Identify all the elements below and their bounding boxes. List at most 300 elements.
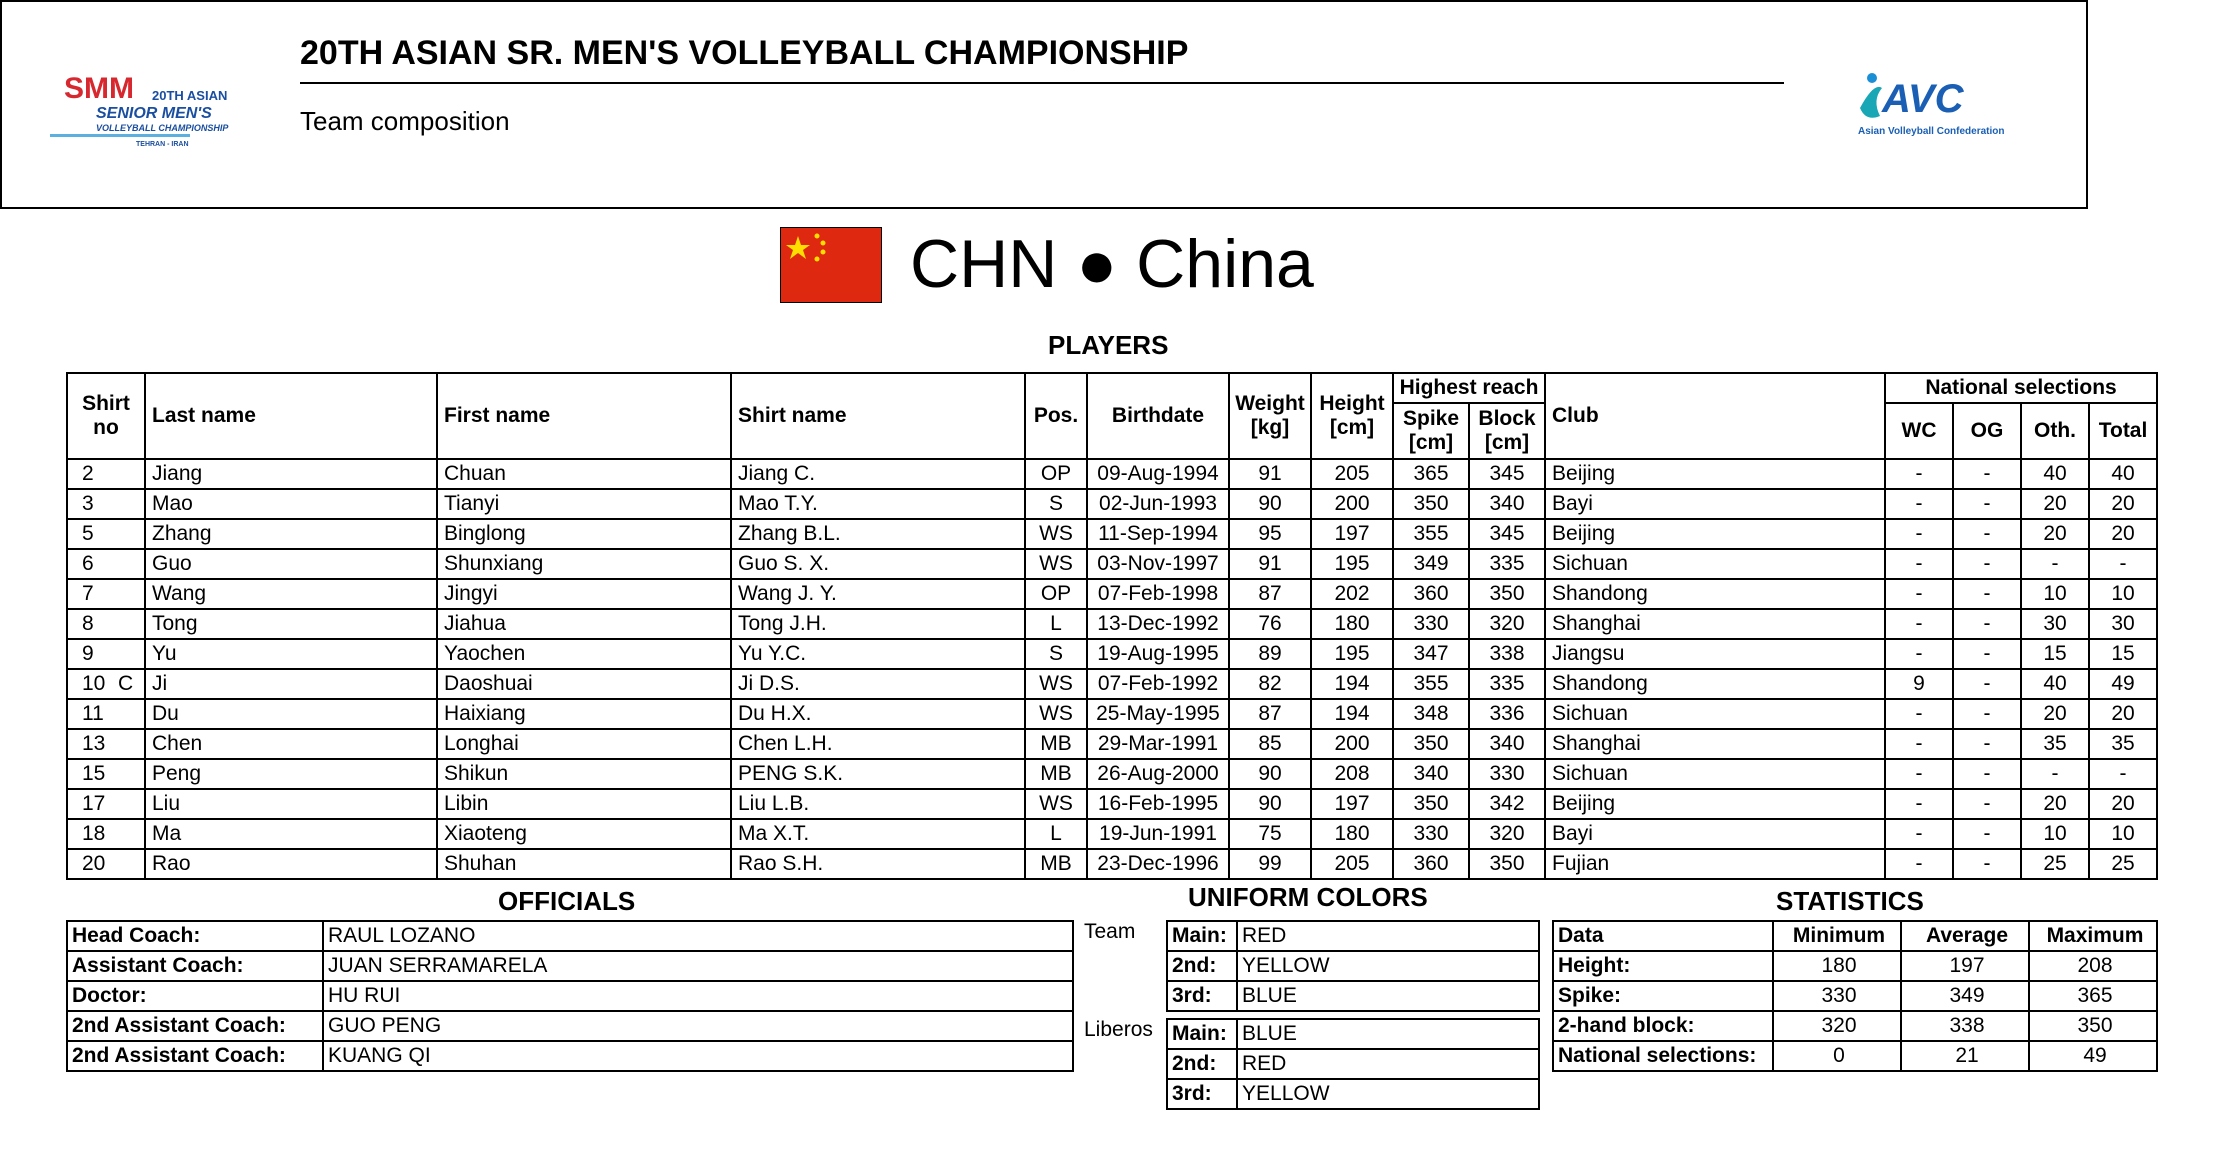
player-oth: 30 bbox=[2021, 609, 2089, 639]
player-shirt-no: 13 bbox=[82, 732, 106, 755]
player-row bbox=[67, 819, 2157, 849]
player-last-name: Ma bbox=[145, 819, 437, 849]
player-oth: 35 bbox=[2021, 729, 2089, 759]
official-role: 2nd Assistant Coach: bbox=[67, 1011, 323, 1041]
flag-stars-icon bbox=[781, 228, 881, 302]
officials-section-title: OFFICIALS bbox=[498, 886, 636, 916]
uniform-color-key: 3rd: bbox=[1167, 1079, 1237, 1109]
player-last-name: Yu bbox=[145, 639, 437, 669]
player-weight: 90 bbox=[1229, 789, 1311, 819]
player-spike: 350 bbox=[1393, 729, 1469, 759]
player-block: 345 bbox=[1469, 519, 1545, 549]
uniform-team-row bbox=[1167, 951, 1539, 981]
player-height: 195 bbox=[1311, 639, 1393, 669]
header-pos: Pos. bbox=[1025, 373, 1087, 459]
player-shirt-name: Guo S. X. bbox=[731, 549, 1025, 579]
uniform-liberos-row bbox=[1167, 1079, 1539, 1109]
player-club: Shanghai bbox=[1545, 729, 1885, 759]
player-row bbox=[67, 849, 2157, 879]
player-og: - bbox=[1953, 669, 2021, 699]
player-birthdate: 07-Feb-1992 bbox=[1087, 669, 1229, 699]
player-position: L bbox=[1025, 609, 1087, 639]
officials-table bbox=[66, 920, 1074, 1072]
stat-header-maximum: Maximum bbox=[2029, 921, 2157, 951]
official-name: KUANG QI bbox=[323, 1041, 1073, 1071]
player-oth: 20 bbox=[2021, 489, 2089, 519]
player-shirt-name: PENG S.K. bbox=[731, 759, 1025, 789]
player-club: Bayi bbox=[1545, 489, 1885, 519]
player-oth: 10 bbox=[2021, 579, 2089, 609]
player-last-name: Mao bbox=[145, 489, 437, 519]
uniform-color-key: Main: bbox=[1167, 921, 1237, 951]
uniform-team-row bbox=[1167, 981, 1539, 1011]
player-birthdate: 11-Sep-1994 bbox=[1087, 519, 1229, 549]
smm-logo-line2: SENIOR MEN'S bbox=[96, 105, 212, 122]
player-og: - bbox=[1953, 579, 2021, 609]
official-name: RAUL LOZANO bbox=[323, 921, 1073, 951]
player-club: Beijing bbox=[1545, 789, 1885, 819]
player-wc: - bbox=[1885, 519, 1953, 549]
player-first-name: Shuhan bbox=[437, 849, 731, 879]
player-spike: 350 bbox=[1393, 489, 1469, 519]
player-shirt-no-cell bbox=[67, 519, 145, 549]
player-first-name: Daoshuai bbox=[437, 669, 731, 699]
stat-maximum: 350 bbox=[2029, 1011, 2157, 1041]
player-spike: 347 bbox=[1393, 639, 1469, 669]
official-row bbox=[67, 1041, 1073, 1071]
official-role: 2nd Assistant Coach: bbox=[67, 1041, 323, 1071]
player-oth: 25 bbox=[2021, 849, 2089, 879]
stat-minimum: 0 bbox=[1773, 1041, 1901, 1071]
player-shirt-no-cell bbox=[67, 789, 145, 819]
player-shirt-name: Rao S.H. bbox=[731, 849, 1025, 879]
player-total: 35 bbox=[2089, 729, 2157, 759]
player-block: 340 bbox=[1469, 489, 1545, 519]
smm-championship-logo bbox=[44, 68, 274, 148]
player-weight: 89 bbox=[1229, 639, 1311, 669]
player-wc: - bbox=[1885, 489, 1953, 519]
player-position: WS bbox=[1025, 789, 1087, 819]
uniform-liberos-row bbox=[1167, 1049, 1539, 1079]
player-wc: - bbox=[1885, 789, 1953, 819]
player-shirt-no: 11 bbox=[82, 702, 104, 725]
player-wc: - bbox=[1885, 609, 1953, 639]
uniform-team-row bbox=[1167, 921, 1539, 951]
player-oth: 20 bbox=[2021, 699, 2089, 729]
player-birthdate: 07-Feb-1998 bbox=[1087, 579, 1229, 609]
player-shirt-no-cell bbox=[67, 849, 145, 879]
player-weight: 87 bbox=[1229, 579, 1311, 609]
player-wc: - bbox=[1885, 819, 1953, 849]
stat-average: 338 bbox=[1901, 1011, 2029, 1041]
player-shirt-no: 8 bbox=[82, 612, 94, 635]
header-block: Block [cm] bbox=[1469, 403, 1545, 459]
player-position: WS bbox=[1025, 549, 1087, 579]
player-birthdate: 23-Dec-1996 bbox=[1087, 849, 1229, 879]
player-block: 342 bbox=[1469, 789, 1545, 819]
player-row bbox=[67, 639, 2157, 669]
stat-header-data: Data bbox=[1553, 921, 1773, 951]
official-role: Head Coach: bbox=[67, 921, 323, 951]
player-first-name: Libin bbox=[437, 789, 731, 819]
player-club: Sichuan bbox=[1545, 699, 1885, 729]
player-oth: 40 bbox=[2021, 669, 2089, 699]
player-shirt-no-cell bbox=[67, 459, 145, 489]
players-table bbox=[66, 372, 2158, 880]
stat-label: Spike: bbox=[1553, 981, 1773, 1011]
official-name: GUO PENG bbox=[323, 1011, 1073, 1041]
player-total: 30 bbox=[2089, 609, 2157, 639]
player-position: S bbox=[1025, 639, 1087, 669]
statistics-row bbox=[1553, 981, 2157, 1011]
player-oth: 10 bbox=[2021, 819, 2089, 849]
player-block: 320 bbox=[1469, 819, 1545, 849]
player-weight: 87 bbox=[1229, 699, 1311, 729]
official-row bbox=[67, 1011, 1073, 1041]
country-title: CHN ● China bbox=[910, 226, 1314, 302]
player-last-name: Ji bbox=[145, 669, 437, 699]
player-birthdate: 25-May-1995 bbox=[1087, 699, 1229, 729]
player-og: - bbox=[1953, 639, 2021, 669]
player-block: 335 bbox=[1469, 669, 1545, 699]
player-first-name: Longhai bbox=[437, 729, 731, 759]
uniform-liberos-row bbox=[1167, 1019, 1539, 1049]
stat-minimum: 330 bbox=[1773, 981, 1901, 1011]
player-weight: 85 bbox=[1229, 729, 1311, 759]
header-wc: WC bbox=[1885, 403, 1953, 459]
official-row bbox=[67, 951, 1073, 981]
smm-logo-main: SMM bbox=[64, 72, 134, 105]
stat-header-minimum: Minimum bbox=[1773, 921, 1901, 951]
player-first-name: Chuan bbox=[437, 459, 731, 489]
player-weight: 99 bbox=[1229, 849, 1311, 879]
player-row bbox=[67, 609, 2157, 639]
player-total: 49 bbox=[2089, 669, 2157, 699]
header-highest-reach: Highest reach bbox=[1393, 373, 1545, 403]
player-row bbox=[67, 699, 2157, 729]
player-height: 205 bbox=[1311, 849, 1393, 879]
player-shirt-no: 5 bbox=[82, 522, 94, 545]
player-oth: - bbox=[2021, 549, 2089, 579]
player-last-name: Wang bbox=[145, 579, 437, 609]
player-position: S bbox=[1025, 489, 1087, 519]
player-shirt-no: 9 bbox=[82, 642, 94, 665]
player-block: 336 bbox=[1469, 699, 1545, 729]
player-position: MB bbox=[1025, 849, 1087, 879]
player-block: 350 bbox=[1469, 849, 1545, 879]
title-divider bbox=[300, 82, 1784, 84]
player-first-name: Shunxiang bbox=[437, 549, 731, 579]
player-shirt-no-cell bbox=[67, 639, 145, 669]
stat-header-average: Average bbox=[1901, 921, 2029, 951]
player-weight: 91 bbox=[1229, 549, 1311, 579]
player-oth: 20 bbox=[2021, 789, 2089, 819]
uniform-color-value: BLUE bbox=[1237, 1019, 1539, 1049]
player-oth: 40 bbox=[2021, 459, 2089, 489]
document-subtitle: Team composition bbox=[300, 106, 510, 136]
player-og: - bbox=[1953, 819, 2021, 849]
stat-average: 197 bbox=[1901, 951, 2029, 981]
official-name: JUAN SERRAMARELA bbox=[323, 951, 1073, 981]
player-spike: 355 bbox=[1393, 519, 1469, 549]
uniform-liberos-table bbox=[1166, 1018, 1540, 1110]
player-position: WS bbox=[1025, 669, 1087, 699]
player-club: Shanghai bbox=[1545, 609, 1885, 639]
players-section-title: PLAYERS bbox=[1048, 330, 1169, 360]
player-club: Bayi bbox=[1545, 819, 1885, 849]
player-weight: 75 bbox=[1229, 819, 1311, 849]
header-spike: Spike [cm] bbox=[1393, 403, 1469, 459]
event-title: 20TH ASIAN SR. MEN'S VOLLEYBALL CHAMPIONSHIP bbox=[300, 34, 1189, 72]
stat-label: 2-hand block: bbox=[1553, 1011, 1773, 1041]
player-total: - bbox=[2089, 759, 2157, 789]
player-first-name: Shikun bbox=[437, 759, 731, 789]
player-height: 194 bbox=[1311, 699, 1393, 729]
player-weight: 95 bbox=[1229, 519, 1311, 549]
player-birthdate: 26-Aug-2000 bbox=[1087, 759, 1229, 789]
player-last-name: Liu bbox=[145, 789, 437, 819]
player-og: - bbox=[1953, 789, 2021, 819]
china-flag bbox=[780, 227, 882, 303]
player-last-name: Chen bbox=[145, 729, 437, 759]
player-weight: 90 bbox=[1229, 759, 1311, 789]
player-birthdate: 29-Mar-1991 bbox=[1087, 729, 1229, 759]
player-wc: 9 bbox=[1885, 669, 1953, 699]
player-weight: 90 bbox=[1229, 489, 1311, 519]
player-last-name: Du bbox=[145, 699, 437, 729]
player-birthdate: 19-Jun-1991 bbox=[1087, 819, 1229, 849]
player-first-name: Xiaoteng bbox=[437, 819, 731, 849]
player-shirt-no-cell bbox=[67, 609, 145, 639]
player-row bbox=[67, 759, 2157, 789]
player-shirt-no: 15 bbox=[82, 762, 106, 785]
player-shirt-name: Yu Y.C. bbox=[731, 639, 1025, 669]
player-birthdate: 13-Dec-1992 bbox=[1087, 609, 1229, 639]
player-position: L bbox=[1025, 819, 1087, 849]
header-weight: Weight [kg] bbox=[1229, 373, 1311, 459]
player-row bbox=[67, 579, 2157, 609]
player-block: 350 bbox=[1469, 579, 1545, 609]
player-first-name: Binglong bbox=[437, 519, 731, 549]
uniform-color-value: BLUE bbox=[1237, 981, 1539, 1011]
player-position: MB bbox=[1025, 729, 1087, 759]
player-block: 335 bbox=[1469, 549, 1545, 579]
avc-logo-main: AVC bbox=[1882, 77, 1964, 121]
avc-logo-caption: Asian Volleyball Confederation bbox=[1858, 126, 2005, 137]
player-spike: 330 bbox=[1393, 609, 1469, 639]
stat-average: 21 bbox=[1901, 1041, 2029, 1071]
player-shirt-no: 7 bbox=[82, 582, 94, 605]
player-og: - bbox=[1953, 549, 2021, 579]
smm-logo-line1: 20TH ASIAN bbox=[152, 88, 228, 103]
stat-maximum: 49 bbox=[2029, 1041, 2157, 1071]
statistics-row bbox=[1553, 1011, 2157, 1041]
statistics-row bbox=[1553, 951, 2157, 981]
player-first-name: Yaochen bbox=[437, 639, 731, 669]
uniform-color-key: Main: bbox=[1167, 1019, 1237, 1049]
header-box bbox=[0, 0, 2088, 209]
player-shirt-no-cell bbox=[67, 579, 145, 609]
player-shirt-name: Jiang C. bbox=[731, 459, 1025, 489]
player-weight: 76 bbox=[1229, 609, 1311, 639]
player-oth: 20 bbox=[2021, 519, 2089, 549]
player-block: 345 bbox=[1469, 459, 1545, 489]
player-last-name: Peng bbox=[145, 759, 437, 789]
player-og: - bbox=[1953, 729, 2021, 759]
player-wc: - bbox=[1885, 759, 1953, 789]
player-height: 197 bbox=[1311, 789, 1393, 819]
official-role: Doctor: bbox=[67, 981, 323, 1011]
player-club: Fujian bbox=[1545, 849, 1885, 879]
player-weight: 82 bbox=[1229, 669, 1311, 699]
player-position: WS bbox=[1025, 519, 1087, 549]
player-block: 338 bbox=[1469, 639, 1545, 669]
player-spike: 365 bbox=[1393, 459, 1469, 489]
player-spike: 348 bbox=[1393, 699, 1469, 729]
player-og: - bbox=[1953, 849, 2021, 879]
player-shirt-name: Tong J.H. bbox=[731, 609, 1025, 639]
player-wc: - bbox=[1885, 459, 1953, 489]
stat-average: 349 bbox=[1901, 981, 2029, 1011]
player-birthdate: 16-Feb-1995 bbox=[1087, 789, 1229, 819]
uniform-color-value: YELLOW bbox=[1237, 951, 1539, 981]
player-og: - bbox=[1953, 609, 2021, 639]
player-shirt-no-cell bbox=[67, 699, 145, 729]
uniform-color-key: 2nd: bbox=[1167, 1049, 1237, 1079]
player-shirt-no-cell bbox=[67, 819, 145, 849]
player-og: - bbox=[1953, 459, 2021, 489]
player-wc: - bbox=[1885, 849, 1953, 879]
player-shirt-name: Mao T.Y. bbox=[731, 489, 1025, 519]
player-height: 200 bbox=[1311, 489, 1393, 519]
player-position: OP bbox=[1025, 579, 1087, 609]
header-shirt-no: Shirt no bbox=[67, 373, 145, 459]
player-og: - bbox=[1953, 699, 2021, 729]
player-height: 205 bbox=[1311, 459, 1393, 489]
player-total: 10 bbox=[2089, 579, 2157, 609]
player-spike: 360 bbox=[1393, 849, 1469, 879]
player-shirt-no-cell bbox=[67, 549, 145, 579]
player-total: 25 bbox=[2089, 849, 2157, 879]
player-total: 10 bbox=[2089, 819, 2157, 849]
uniform-color-key: 3rd: bbox=[1167, 981, 1237, 1011]
header-last-name: Last name bbox=[145, 373, 437, 459]
stat-minimum: 180 bbox=[1773, 951, 1901, 981]
player-first-name: Jingyi bbox=[437, 579, 731, 609]
player-block: 320 bbox=[1469, 609, 1545, 639]
header-shirt-name: Shirt name bbox=[731, 373, 1025, 459]
uniform-section-title: UNIFORM COLORS bbox=[1188, 882, 1428, 912]
player-shirt-no: 6 bbox=[82, 552, 94, 575]
header-height: Height [cm] bbox=[1311, 373, 1393, 459]
player-first-name: Jiahua bbox=[437, 609, 731, 639]
player-shirt-no-cell bbox=[67, 759, 145, 789]
player-spike: 355 bbox=[1393, 669, 1469, 699]
header-total: Total bbox=[2089, 403, 2157, 459]
player-row bbox=[67, 519, 2157, 549]
player-total: 40 bbox=[2089, 459, 2157, 489]
player-wc: - bbox=[1885, 729, 1953, 759]
official-row bbox=[67, 981, 1073, 1011]
player-shirt-no-cell bbox=[67, 729, 145, 759]
player-birthdate: 19-Aug-1995 bbox=[1087, 639, 1229, 669]
statistics-section-title: STATISTICS bbox=[1776, 886, 1924, 916]
player-spike: 340 bbox=[1393, 759, 1469, 789]
player-height: 197 bbox=[1311, 519, 1393, 549]
player-height: 180 bbox=[1311, 819, 1393, 849]
uniform-color-value: RED bbox=[1237, 1049, 1539, 1079]
player-total: 20 bbox=[2089, 489, 2157, 519]
player-shirt-no-cell bbox=[67, 489, 145, 519]
player-weight: 91 bbox=[1229, 459, 1311, 489]
player-shirt-no: 20 bbox=[82, 852, 106, 875]
player-birthdate: 03-Nov-1997 bbox=[1087, 549, 1229, 579]
statistics-row bbox=[1553, 1041, 2157, 1071]
player-shirt-name: Zhang B.L. bbox=[731, 519, 1025, 549]
stat-label: National selections: bbox=[1553, 1041, 1773, 1071]
player-total: 15 bbox=[2089, 639, 2157, 669]
player-height: 180 bbox=[1311, 609, 1393, 639]
player-last-name: Tong bbox=[145, 609, 437, 639]
player-wc: - bbox=[1885, 639, 1953, 669]
player-position: WS bbox=[1025, 699, 1087, 729]
stat-maximum: 365 bbox=[2029, 981, 2157, 1011]
player-row bbox=[67, 789, 2157, 819]
uniform-color-key: 2nd: bbox=[1167, 951, 1237, 981]
official-row bbox=[67, 921, 1073, 951]
player-shirt-no: 2 bbox=[82, 462, 94, 485]
stat-maximum: 208 bbox=[2029, 951, 2157, 981]
player-height: 200 bbox=[1311, 729, 1393, 759]
player-height: 208 bbox=[1311, 759, 1393, 789]
player-shirt-no: 17 bbox=[82, 792, 106, 815]
header-og: OG bbox=[1953, 403, 2021, 459]
player-shirt-name: Ma X.T. bbox=[731, 819, 1025, 849]
player-wc: - bbox=[1885, 699, 1953, 729]
header-national-selections: National selections bbox=[1885, 373, 2157, 403]
header-club: Club bbox=[1545, 373, 1885, 459]
player-total: 20 bbox=[2089, 789, 2157, 819]
player-birthdate: 02-Jun-1993 bbox=[1087, 489, 1229, 519]
player-total: 20 bbox=[2089, 519, 2157, 549]
player-shirt-no-cell bbox=[67, 669, 145, 699]
player-club: Jiangsu bbox=[1545, 639, 1885, 669]
stat-minimum: 320 bbox=[1773, 1011, 1901, 1041]
stat-label: Height: bbox=[1553, 951, 1773, 981]
player-og: - bbox=[1953, 489, 2021, 519]
header-birthdate: Birthdate bbox=[1087, 373, 1229, 459]
player-club: Beijing bbox=[1545, 519, 1885, 549]
uniform-liberos-label: Liberos bbox=[1084, 1018, 1153, 1041]
player-height: 202 bbox=[1311, 579, 1393, 609]
player-last-name: Zhang bbox=[145, 519, 437, 549]
player-birthdate: 09-Aug-1994 bbox=[1087, 459, 1229, 489]
player-spike: 350 bbox=[1393, 789, 1469, 819]
player-shirt-name: Wang J. Y. bbox=[731, 579, 1025, 609]
player-shirt-no: 3 bbox=[82, 492, 94, 515]
player-position: MB bbox=[1025, 759, 1087, 789]
player-row bbox=[67, 489, 2157, 519]
player-oth: - bbox=[2021, 759, 2089, 789]
player-wc: - bbox=[1885, 579, 1953, 609]
player-oth: 15 bbox=[2021, 639, 2089, 669]
smm-logo-line4: TEHRAN - IRAN bbox=[136, 141, 189, 148]
avc-logo bbox=[1852, 68, 2022, 140]
player-block: 340 bbox=[1469, 729, 1545, 759]
player-total: 20 bbox=[2089, 699, 2157, 729]
header-first-name: First name bbox=[437, 373, 731, 459]
player-row bbox=[67, 729, 2157, 759]
